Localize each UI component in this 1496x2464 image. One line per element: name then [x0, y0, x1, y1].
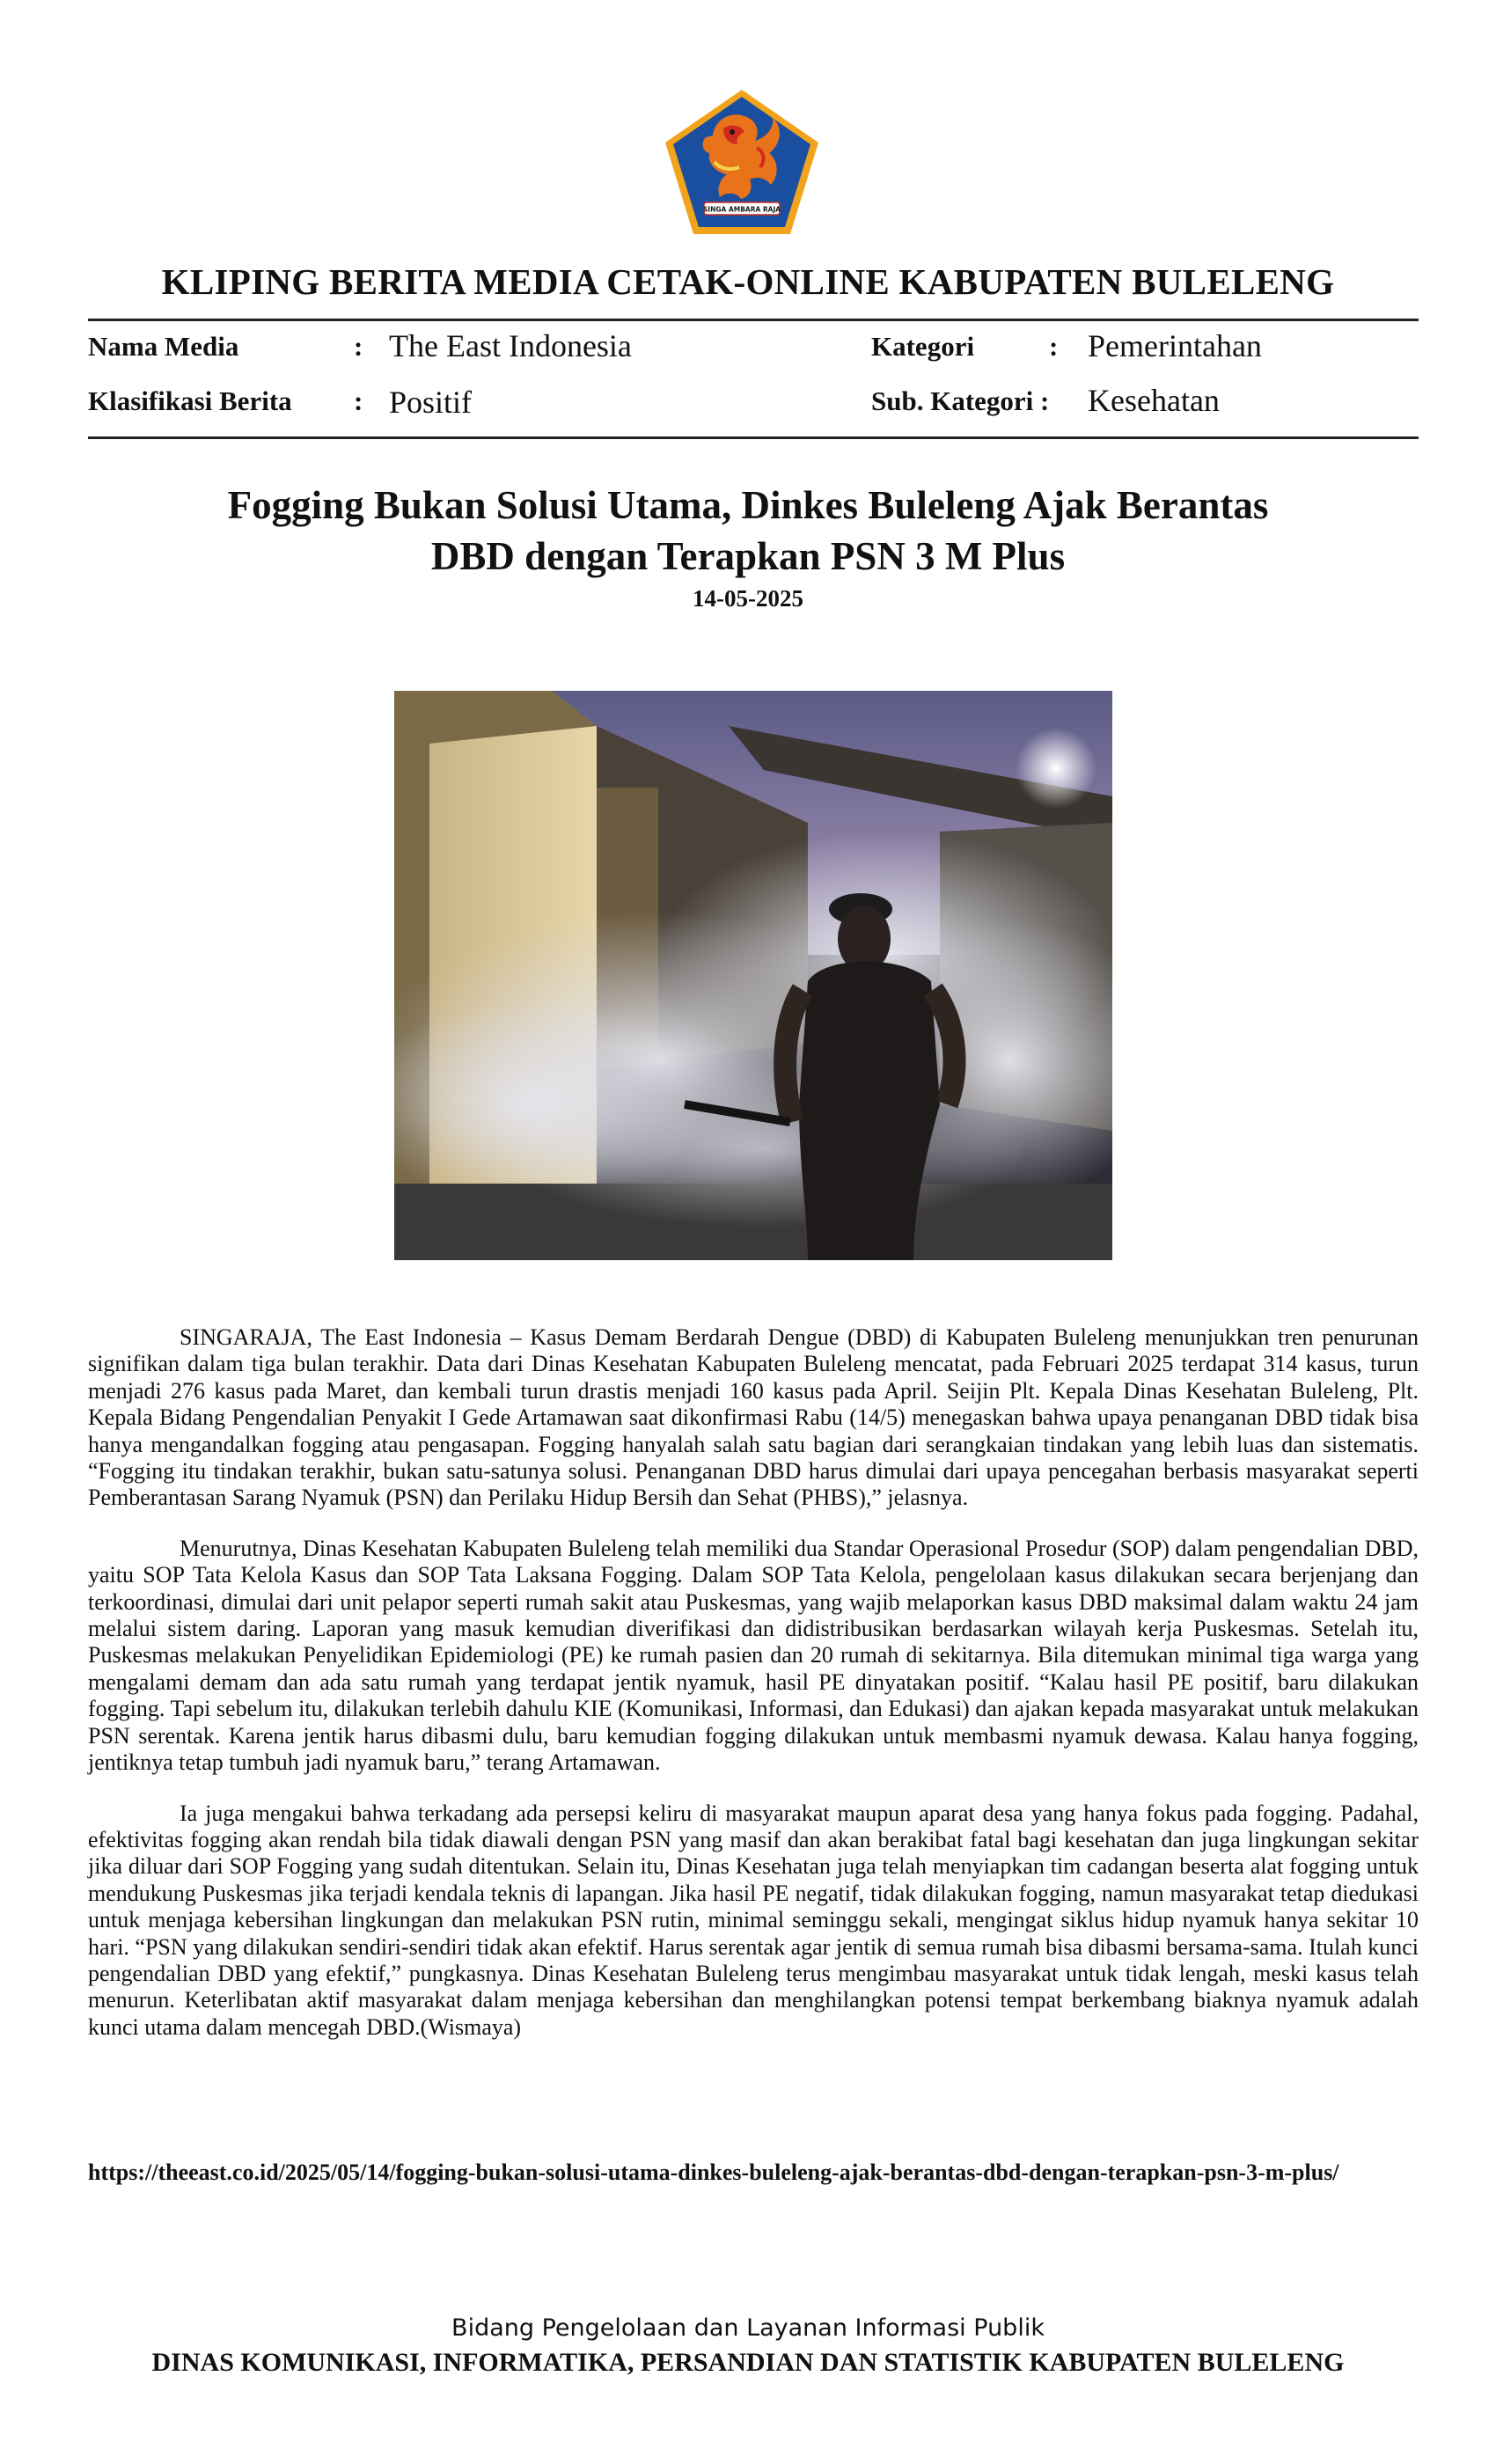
fogging-photo — [394, 691, 1112, 1260]
meta-row-classification — [88, 382, 1419, 426]
subcategory-value: Kesehatan — [1088, 383, 1220, 418]
headline-line-2: DBD dengan Terapkan PSN 3 M Plus — [430, 534, 1066, 578]
logo-motto: SINGA AMBARA RAJA — [702, 205, 781, 214]
article-date: 14-05-2025 — [693, 585, 803, 612]
article-paragraph-3: Ia juga mengakui bahwa terkadang ada persepsi keliru di masyarakat maupun aparat desa yang hanya fokus pada fogging. Padahal, efektivitas fogging akan rendah bila tidak diawali dengan PSN yang masif dan akan berakibat fatal bagi kesehatan dan juga lingkungan sekitar jika diluar dari SOP Fogging yang sudah ditentukan. Selain itu, Dinas Kesehatan juga telah menyiapkan tim cadangan beserta alat fogging untuk mendukung Puskesmas jika terjadi kendala teknis di lapangan. Jika hasil PE negatif, tidak dilakukan fogging, namun masyarakat tetap diedukasi untuk menjaga kebersihan lingkungan dan melakukan PSN rutin, minimal seminggu sekali, mengingat siklus hidup nyamuk hanya sekitar 10 hari. “PSN yang dilakukan sendiri-sendiri tidak akan efektif. Harus serentak agar jentik di semua rumah bisa dibasmi bersama-sama. Itulah kunci pengendalian DBD yang efektif,” pungkasnya. Dinas Kesehatan Buleleng terus mengimbau masyarakat untuk tidak lengah, meski kasus telah menurun. Keterlibatan aktif masyarakat dalam menjaga kebersihan dan menghilangkan potensi tempat berkembang biaknya nyamuk adalah kunci utama dalam mencegah DBD.(Wismaya) — [88, 1800, 1419, 2040]
category-colon: : — [1049, 331, 1059, 362]
footer-division: Bidang Pengelolaan dan Layanan Informasi Publik — [451, 2314, 1045, 2342]
media-name-colon: : — [354, 331, 363, 362]
category-label: Kategori — [871, 331, 975, 362]
classification-colon: : — [354, 385, 363, 416]
meta-row-media — [88, 327, 1419, 371]
media-name-label: Nama Media — [88, 331, 239, 362]
category-value: Pemerintahan — [1088, 328, 1262, 363]
article-paragraph-1: SINGARAJA, The East Indonesia – Kasus Demam Berdarah Dengue (DBD) di Kabupaten Buleleng menunjukkan tren penurunan signifikan dalam tiga bulan terakhir. Data dari Dinas Kesehatan Kabupaten Buleleng mencatat, pada Februari 2025 terdapat 314 kasus, turun menjadi 276 kasus pada Maret, dan kembali turun drastis menjadi 160 kasus pada April. Seijin Plt. Kepala Dinas Kesehatan Buleleng, Plt. Kepala Bidang Pengendalian Penyakit I Gede Artamawan saat dikonfirmasi Rabu (14/5) menegaskan bahwa upaya penanganan DBD tidak bisa hanya mengandalkan fogging atau pengasapan. Fogging hanyalah salah satu bagian dari serangkaian tindakan yang lebih luas dan sistematis. “Fogging itu tindakan terakhir, bukan satu-satunya solusi. Penanganan DBD harus dimulai dari upaya pencegahan berbasis masyarakat seperti Pemberantasan Sarang Nyamuk (PSN) dan Perilaku Hidup Bersih dan Sehat (PHBS),” jelasnya. — [88, 1324, 1419, 1511]
classification-label: Klasifikasi Berita — [88, 385, 292, 416]
source-link[interactable]: https://theeast.co.id/2025/05/14/fogging-bukan-solusi-utama-dinkes-buleleng-ajak-berantas-dbd-dengan-terapkan-psn-3-m-plus/ — [88, 2160, 1339, 2185]
buleleng-regency-logo — [662, 86, 822, 238]
headline-line-1: Fogging Bukan Solusi Utama, Dinkes Buleleng Ajak Berantas — [227, 483, 1269, 527]
media-name-value: The East Indonesia — [389, 328, 632, 363]
classification-value: Positif — [389, 385, 473, 420]
header-divider-top — [88, 319, 1419, 321]
article-body — [88, 1324, 1419, 2064]
subcategory-label: Sub. Kategori : — [871, 385, 1050, 416]
article-paragraph-2: Menurutnya, Dinas Kesehatan Kabupaten Buleleng telah memiliki dua Standar Operasional Prosedur (SOP) dalam pengendalian DBD, yaitu SOP Tata Kelola Kasus dan SOP Tata Laksana Fogging. Dalam SOP Tata Kelola, pengelolaan kasus dilakukan secara berjenjang dan terkoordinasi, dimulai dari unit pelapor seperti rumah sakit atau Puskesmas, yang wajib melaporkan kasus DBD maksimal dalam waktu 24 jam melalui sistem daring. Laporan yang masuk kemudian diverifikasi dan didistribusikan berdasarkan wilayah kerja Puskesmas. Setelah itu, Puskesmas melakukan Penyelidikan Epidemiologi (PE) ke rumah pasien dan 20 rumah di sekitarnya. Bila ditemukan minimal tiga warga yang mengalami demam dan ada satu rumah yang terdapat jentik nyamuk, hasil PE dinyatakan positif. “Kalau hasil PE positif, baru dilakukan fogging. Tapi sebelum itu, dilakukan terlebih dahulu KIE (Komunikasi, Informasi, dan Edukasi) dan ajakan kepada masyarakat untuk melakukan PSN serentak. Karena jentik harus dibasmi dulu, baru kemudian fogging dilakukan untuk membasmi nyamuk dewasa. Kalau hanya fogging, jentiknya tetap tumbuh jadi nyamuk baru,” terang Artamawan. — [88, 1535, 1419, 1776]
article-headline — [132, 480, 1364, 582]
footer-agency: DINAS KOMUNIKASI, INFORMATIKA, PERSANDIAN DAN STATISTIK KABUPATEN BULELENG — [151, 2348, 1345, 2377]
document-title: KLIPING BERITA MEDIA CETAK-ONLINE KABUPATEN BULELENG — [161, 261, 1335, 302]
header-divider-bottom — [88, 436, 1419, 439]
